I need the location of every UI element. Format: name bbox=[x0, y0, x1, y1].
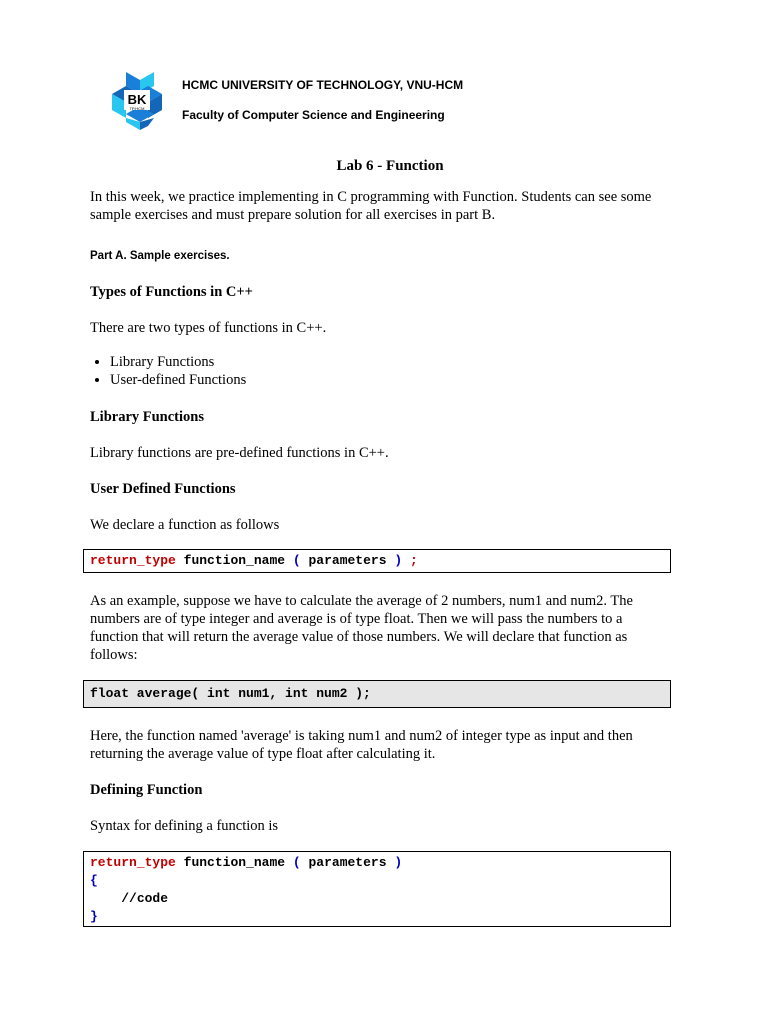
code-close-paren: ) bbox=[394, 553, 403, 568]
types-paragraph: There are two types of functions in C++. bbox=[90, 320, 327, 336]
code-close-paren: ) bbox=[394, 855, 403, 870]
example-paragraph: As an example, suppose we have to calculate the average of 2 numbers, num1 and num2. The numbers are of type integer and average is of type float. Then we will pass the numbers to a function that will return the average value of those numbers. We will declare that function as follows: bbox=[90, 593, 633, 663]
code-block-definition bbox=[83, 851, 671, 927]
user-defined-paragraph: We declare a function as follows bbox=[90, 517, 280, 533]
types-heading: Types of Functions in C++ bbox=[90, 284, 253, 300]
code-open-paren: ( bbox=[292, 855, 301, 870]
library-functions-paragraph: Library functions are pre-defined functions in C++. bbox=[90, 445, 389, 461]
svg-text:BK: BK bbox=[127, 92, 147, 107]
types-list bbox=[64, 353, 664, 389]
code-function-name: function_name bbox=[183, 855, 286, 870]
code-parameters: parameters bbox=[308, 553, 387, 568]
part-a-heading: Part A. Sample exercises. bbox=[90, 250, 230, 262]
code-brace-close: } bbox=[90, 909, 98, 924]
document-header bbox=[112, 72, 672, 132]
code-semicolon: ; bbox=[409, 553, 418, 568]
code-return-type: return_type bbox=[90, 553, 176, 568]
list-item: • Library Functions bbox=[110, 353, 664, 371]
faculty-name: Faculty of Computer Science and Engineering bbox=[182, 108, 445, 122]
code-function-name: function_name bbox=[183, 553, 286, 568]
intro-paragraph: In this week, we practice implementing in C programming with Function. Students can see some sample exercises and must prepare solution for all exercises in part B. bbox=[90, 189, 652, 223]
code-block-average: float average( int num1, int num2 ); bbox=[83, 680, 671, 708]
user-defined-heading: User Defined Functions bbox=[90, 481, 236, 497]
defining-function-heading: Defining Function bbox=[90, 782, 203, 798]
code-open-paren: ( bbox=[292, 553, 301, 568]
list-item: • User-defined Functions bbox=[110, 371, 664, 389]
university-logo bbox=[112, 72, 162, 130]
code-block-declaration bbox=[83, 549, 671, 573]
svg-text:TP.HCM: TP.HCM bbox=[129, 106, 145, 111]
university-name: HCMC UNIVERSITY OF TECHNOLOGY, VNU-HCM bbox=[182, 78, 464, 92]
library-functions-heading: Library Functions bbox=[90, 409, 204, 425]
code-parameters: parameters bbox=[308, 855, 387, 870]
code-return-type: return_type bbox=[90, 855, 176, 870]
document-title: Lab 6 - Function bbox=[336, 158, 444, 174]
syntax-paragraph: Syntax for defining a function is bbox=[90, 818, 279, 834]
here-paragraph: Here, the function named 'average' is taking num1 and num2 of integer type as input and then returning the average value of type float after calculating it. bbox=[90, 728, 633, 762]
code-brace-open: { bbox=[90, 873, 98, 888]
code-comment: //code bbox=[121, 891, 169, 906]
